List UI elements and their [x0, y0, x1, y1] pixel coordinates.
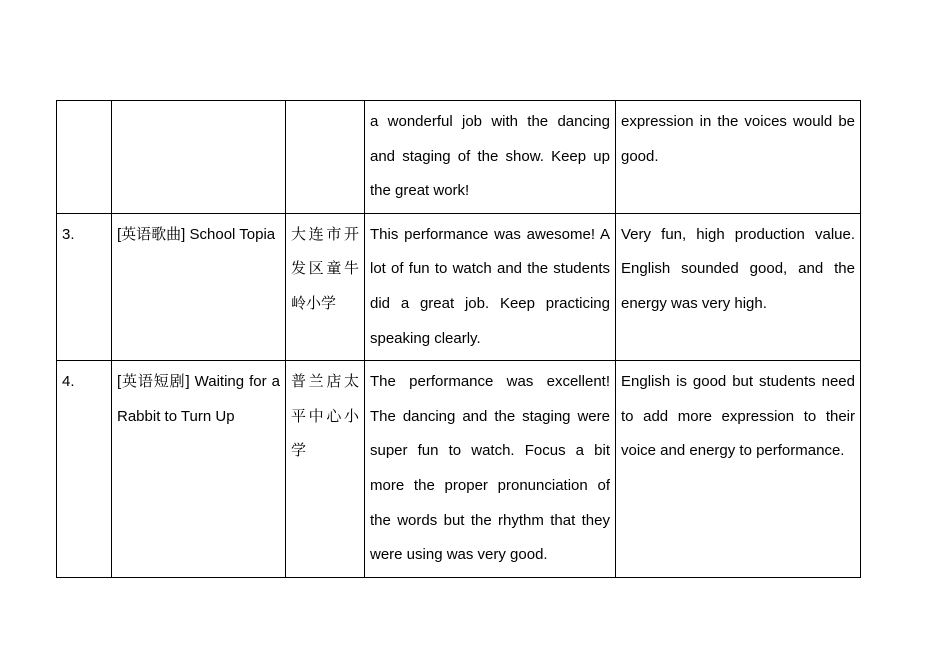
- feedback-text: Very fun, high production value. English sounded good, and the energy was very high.: [621, 225, 855, 312]
- comment-text: This performance was awesome! A lot of fun to watch and the students did a great job. Keep practicing speaking clearly.: [370, 225, 610, 347]
- table-row: [57, 101, 861, 214]
- school-name: 普兰店太平中心小学: [291, 373, 359, 460]
- program-title-cell: [112, 361, 286, 578]
- feedback-cell: [616, 213, 861, 360]
- school-cell: [286, 101, 365, 214]
- table-row: [57, 213, 861, 360]
- feedback-cell: [616, 361, 861, 578]
- row-number-cell: [57, 213, 112, 360]
- program-title-cell: [112, 213, 286, 360]
- row-number: 4.: [62, 373, 75, 391]
- school-cell: [286, 213, 365, 360]
- school-cell: [286, 361, 365, 578]
- comment-text: a wonderful job with the dancing and staging of the show. Keep up the great work!: [370, 113, 610, 200]
- feedback-text: expression in the voices would be good.: [621, 113, 855, 165]
- comment-cell: [365, 361, 616, 578]
- feedback-cell: [616, 101, 861, 214]
- row-number-cell: [57, 101, 112, 214]
- table-row: [57, 361, 861, 578]
- row-number: 3.: [62, 225, 75, 243]
- program-title: [英语歌曲] School Topia: [117, 225, 276, 243]
- school-name: 大连市开发区童牛岭小学: [291, 225, 359, 312]
- row-number-cell: [57, 361, 112, 578]
- program-title-cell: [112, 101, 286, 214]
- comment-text: The performance was excellent! The dancing and the staging were super fun to watch. Focus a bit more the proper pronunciation of the words but the rhythm that they were using was very good.: [370, 373, 610, 564]
- comment-cell: [365, 213, 616, 360]
- feedback-text: English is good but students need to add more expression to their voice and energy to performance.: [621, 373, 855, 460]
- program-title: [英语短剧] Waiting for a Rabbit to Turn Up: [117, 373, 280, 425]
- evaluation-table: [56, 100, 861, 578]
- comment-cell: [365, 101, 616, 214]
